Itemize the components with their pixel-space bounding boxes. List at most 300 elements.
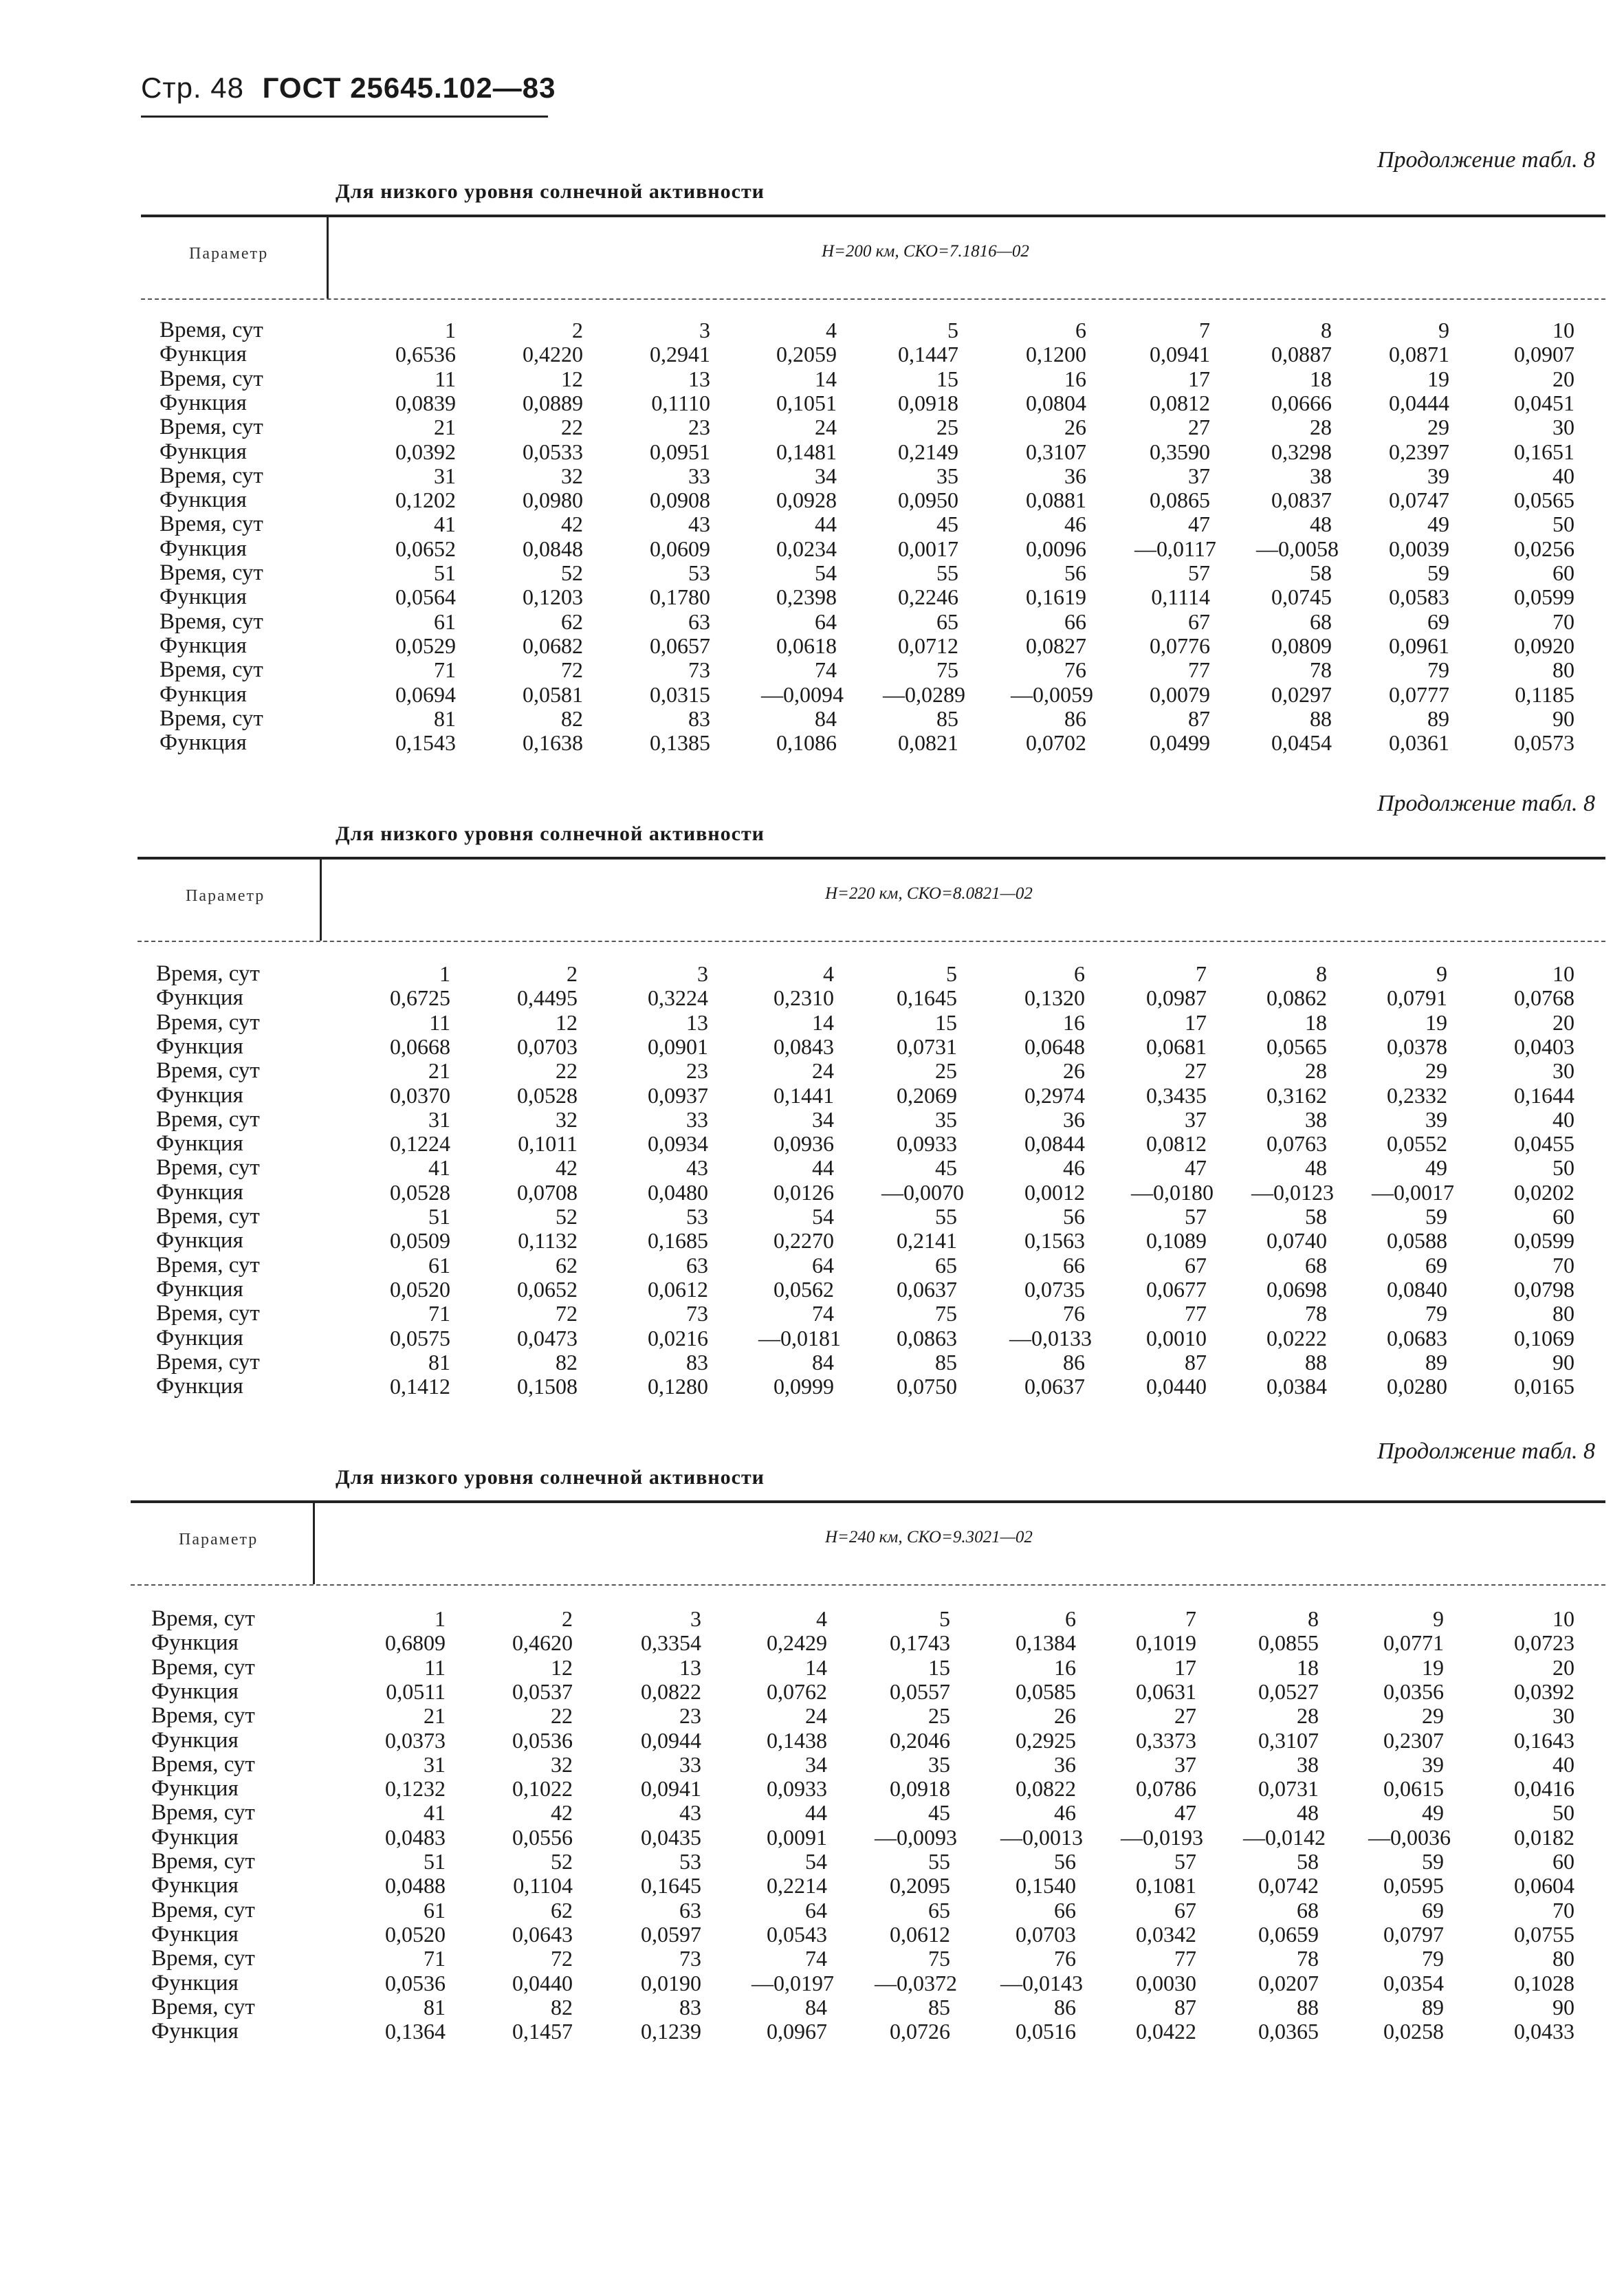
row-label: Время, сут xyxy=(156,1155,260,1181)
table-cell: 76 xyxy=(1064,657,1086,683)
table-cell: 0,2149 xyxy=(898,439,958,464)
table-cell: 0,0416 xyxy=(1514,1776,1574,1802)
table-cell: 47 xyxy=(1188,512,1210,537)
table-cell: 45 xyxy=(936,512,958,537)
row-label: Время, сут xyxy=(160,366,263,391)
row-label: Время, сут xyxy=(156,1009,260,1035)
table-cell: 71 xyxy=(424,1946,446,1971)
table-cell: 0,0536 xyxy=(512,1727,573,1753)
table-cell: 0,1543 xyxy=(395,730,456,756)
table-cell: 0,0488 xyxy=(385,1873,446,1898)
table-cell: 0,0564 xyxy=(395,584,456,610)
table-cell: 0,2095 xyxy=(890,1873,950,1898)
table-cell: 0,0837 xyxy=(1271,488,1332,513)
table-cell: 86 xyxy=(1063,1349,1085,1375)
row-label: Время, сут xyxy=(151,1654,255,1680)
table-cell: 0,0871 xyxy=(1389,342,1449,367)
row-label: Функция xyxy=(160,488,247,513)
table-cell: 67 xyxy=(1188,609,1210,634)
table-cell: 0,0516 xyxy=(1016,2019,1076,2044)
table-cell: 0,0702 xyxy=(1026,730,1086,756)
row-label: Функция xyxy=(151,1824,239,1850)
table-cell: 65 xyxy=(936,609,958,634)
table-cell: 58 xyxy=(1310,560,1332,585)
table-cell: 0,0433 xyxy=(1514,2019,1574,2044)
table-cell: 0,0618 xyxy=(776,633,837,658)
table-cell: 50 xyxy=(1552,1800,1574,1826)
table-cell: 58 xyxy=(1297,1849,1319,1874)
table-cell: 83 xyxy=(679,1994,701,2020)
table-cell: 0,3590 xyxy=(1150,439,1210,464)
table-cell: 54 xyxy=(812,1204,834,1229)
table-cell: 0,0776 xyxy=(1150,633,1210,658)
table-cell: 0,1447 xyxy=(898,342,958,367)
table-cell: 11 xyxy=(435,366,456,391)
table-cell: 89 xyxy=(1425,1349,1447,1375)
altitude-header: H=220 км, СКО=8.0821—02 xyxy=(825,884,1033,903)
table-cell: 33 xyxy=(688,463,710,488)
table-cell: 39 xyxy=(1422,1751,1444,1777)
table-cell: 0,1069 xyxy=(1514,1325,1574,1350)
table-cell: 0,0804 xyxy=(1026,390,1086,415)
table-cell: 0,0615 xyxy=(1383,1776,1444,1802)
table-cell: 74 xyxy=(812,1301,834,1326)
row-label: Функция xyxy=(160,439,247,464)
table-cell: 68 xyxy=(1305,1252,1327,1278)
table-cell: 4 xyxy=(816,1606,827,1631)
table-cell: 52 xyxy=(561,560,583,585)
table-cell: 0,2141 xyxy=(897,1228,957,1254)
table-cell: 0,0666 xyxy=(1271,390,1332,415)
table-cell: 43 xyxy=(679,1800,701,1826)
row-label: Время, сут xyxy=(156,1204,260,1229)
row-label: Время, сут xyxy=(151,1946,255,1971)
table-cell: —0,0372 xyxy=(875,1970,957,1995)
table-cell: 0,0222 xyxy=(1266,1325,1327,1350)
table-cell: 0,0599 xyxy=(1514,584,1574,610)
table-cell: 0,3373 xyxy=(1136,1727,1196,1753)
table-cell: 0,0356 xyxy=(1383,1678,1444,1704)
table-cell: 83 xyxy=(688,705,710,731)
table-cell: 0,0565 xyxy=(1266,1033,1327,1059)
table-cell: 52 xyxy=(551,1849,573,1874)
table-cell: 9 xyxy=(1436,961,1447,986)
table-cell: 88 xyxy=(1305,1349,1327,1375)
table-cell: 45 xyxy=(935,1155,957,1181)
table-cell: 82 xyxy=(561,705,583,731)
table-cell: 0,0745 xyxy=(1271,584,1332,610)
table-cell: 18 xyxy=(1297,1654,1319,1680)
table-cell: 16 xyxy=(1064,366,1086,391)
table-cell: 42 xyxy=(561,512,583,537)
row-label: Функция xyxy=(156,1325,243,1350)
table-cell: 69 xyxy=(1425,1252,1447,1278)
table-cell: 0,0941 xyxy=(1150,342,1210,367)
table-cell: 0,4620 xyxy=(512,1630,573,1656)
table-cell: 0,0822 xyxy=(1016,1776,1076,1802)
row-label: Функция xyxy=(160,390,247,415)
table-cell: 68 xyxy=(1310,609,1332,634)
table-cell: 0,1441 xyxy=(773,1082,834,1108)
table-cell: 0,0190 xyxy=(641,1970,701,1995)
table-cell: 0,0562 xyxy=(773,1276,834,1302)
table-cell: 13 xyxy=(679,1654,701,1680)
table-cell: 32 xyxy=(551,1751,573,1777)
row-label: Время, сут xyxy=(156,1106,260,1132)
table-cell: 0,0703 xyxy=(1016,1921,1076,1947)
table-cell: 43 xyxy=(688,512,710,537)
table-cell: 0,2059 xyxy=(776,342,837,367)
table-cell: 30 xyxy=(1552,1703,1574,1729)
table-cell: 60 xyxy=(1552,560,1574,585)
table-cell: 64 xyxy=(815,609,837,634)
table-cell: 0,1114 xyxy=(1151,584,1210,610)
table-cell: 0,0557 xyxy=(890,1678,950,1704)
table-cell: 0,1239 xyxy=(641,2019,701,2044)
row-label: Время, сут xyxy=(160,657,263,683)
table-cell: 0,0777 xyxy=(1389,681,1449,707)
table-cell: 8 xyxy=(1321,318,1332,342)
param-header: Параметр xyxy=(186,887,265,905)
table-cell: 78 xyxy=(1305,1301,1327,1326)
table-cell: —0,0059 xyxy=(1011,681,1093,707)
table-cell: 18 xyxy=(1310,366,1332,391)
table-cell: 0,0520 xyxy=(385,1921,446,1947)
table-cell: 7 xyxy=(1199,318,1210,342)
row-label: Функция xyxy=(156,1276,243,1302)
table-cell: 0,1086 xyxy=(776,730,837,756)
table-cell: 0,2398 xyxy=(776,584,837,610)
table-cell: 0,0740 xyxy=(1266,1228,1327,1254)
table-cell: 22 xyxy=(556,1058,578,1084)
table-cell: 37 xyxy=(1174,1751,1196,1777)
continuation-label: Продолжение табл. 8 xyxy=(1376,1438,1595,1464)
table-cell: 0,1200 xyxy=(1026,342,1086,367)
table-cell: 77 xyxy=(1188,657,1210,683)
table-cell: 0,0848 xyxy=(523,536,583,561)
table-cell: 56 xyxy=(1064,560,1086,585)
table-cell: 0,0951 xyxy=(650,439,710,464)
header-bottom-rule xyxy=(141,298,1605,300)
table-cell: 0,0863 xyxy=(897,1325,957,1350)
table-cell: 72 xyxy=(551,1946,573,1971)
table-cell: 12 xyxy=(561,366,583,391)
table-cell: 0,0889 xyxy=(523,390,583,415)
table-cell: 0,0202 xyxy=(1514,1179,1574,1205)
table-cell: 0,0012 xyxy=(1024,1179,1085,1205)
table-cell: 0,0597 xyxy=(641,1921,701,1947)
table-cell: —0,0117 xyxy=(1134,536,1216,561)
table-cell: 27 xyxy=(1185,1058,1207,1084)
table-cell: 0,6536 xyxy=(395,342,456,367)
table-cell: 59 xyxy=(1427,560,1449,585)
row-label: Время, сут xyxy=(156,1349,260,1375)
table-cell: —0,0093 xyxy=(875,1824,957,1850)
table-cell: 29 xyxy=(1425,1058,1447,1084)
table-cell: 49 xyxy=(1422,1800,1444,1826)
table-cell: 0,0839 xyxy=(395,390,456,415)
table-cell: 0,0373 xyxy=(385,1727,446,1753)
row-label: Время, сут xyxy=(160,415,263,440)
table-cell: 28 xyxy=(1305,1058,1327,1084)
row-label: Время, сут xyxy=(151,1751,255,1777)
row-label: Время, сут xyxy=(160,318,263,342)
table-cell: 77 xyxy=(1174,1946,1196,1971)
table-cell: 66 xyxy=(1063,1252,1085,1278)
table-cell: 0,0354 xyxy=(1383,1970,1444,1995)
table-cell: 0,0520 xyxy=(390,1276,450,1302)
table-cell: 0,0612 xyxy=(890,1921,950,1947)
table-cell: 23 xyxy=(688,415,710,440)
table-cell: 14 xyxy=(812,1009,834,1035)
table-cell: 74 xyxy=(815,657,837,683)
table-cell: 65 xyxy=(935,1252,957,1278)
table-cell: 7 xyxy=(1196,961,1207,986)
table-cell: 0,0315 xyxy=(650,681,710,707)
row-label: Функция xyxy=(156,1228,243,1254)
table-cell: 0,0887 xyxy=(1271,342,1332,367)
table-cell: 12 xyxy=(551,1654,573,1680)
table-cell: 0,1028 xyxy=(1514,1970,1574,1995)
table-cell: 0,1645 xyxy=(641,1873,701,1898)
table-cell: 3 xyxy=(697,961,708,986)
continuation-label: Продолжение табл. 8 xyxy=(1376,147,1595,173)
table-cell: 33 xyxy=(679,1751,701,1777)
table-cell: 0,0536 xyxy=(385,1970,446,1995)
table-cell: 0,0392 xyxy=(1514,1678,1574,1704)
table-cell: 0,2069 xyxy=(897,1082,957,1108)
table-cell: 34 xyxy=(815,463,837,488)
table-cell: 55 xyxy=(936,560,958,585)
row-label: Время, сут xyxy=(160,705,263,731)
table-cell: 0,0039 xyxy=(1389,536,1449,561)
table-cell: 73 xyxy=(688,657,710,683)
row-label: Время, сут xyxy=(151,1849,255,1874)
table-cell: 6 xyxy=(1075,318,1086,342)
table-cell: 38 xyxy=(1297,1751,1319,1777)
table-cell: 66 xyxy=(1054,1897,1076,1923)
page-header xyxy=(141,72,556,105)
table-cell: 59 xyxy=(1422,1849,1444,1874)
table-cell: 0,0165 xyxy=(1514,1374,1574,1399)
table-cell: 0,0937 xyxy=(648,1082,708,1108)
table-cell: 11 xyxy=(429,1009,450,1035)
table-cell: 0,0928 xyxy=(776,488,837,513)
table-cell: 83 xyxy=(686,1349,708,1375)
table-cell: 0,0091 xyxy=(767,1824,827,1850)
table-cell: 0,0682 xyxy=(523,633,583,658)
table-cell: 0,0797 xyxy=(1383,1921,1444,1947)
table-cell: 1 xyxy=(439,961,450,986)
table-cell: 28 xyxy=(1297,1703,1319,1729)
table-cell: 79 xyxy=(1425,1301,1447,1326)
table-cell: 0,0908 xyxy=(650,488,710,513)
section-title: Для низкого уровня солнечной активности xyxy=(336,180,765,203)
table-cell: 0,2397 xyxy=(1389,439,1449,464)
row-label: Время, сут xyxy=(156,1252,260,1278)
table-cell: 53 xyxy=(679,1849,701,1874)
table-cell: 62 xyxy=(561,609,583,634)
table-cell: 0,0440 xyxy=(1146,1374,1207,1399)
table-cell: 0,0694 xyxy=(395,681,456,707)
table-cell: 36 xyxy=(1063,1106,1085,1132)
table-cell: 60 xyxy=(1552,1849,1574,1874)
table-cell: 0,0731 xyxy=(897,1033,957,1059)
table-cell: 10 xyxy=(1552,318,1574,342)
table-cell: 24 xyxy=(815,415,837,440)
table-cell: 0,0648 xyxy=(1024,1033,1085,1059)
row-label: Функция xyxy=(156,1033,243,1059)
table-cell: 0,3298 xyxy=(1271,439,1332,464)
row-label: Время, сут xyxy=(156,1301,260,1326)
table-cell: 9 xyxy=(1438,318,1449,342)
table-cell: 0,0821 xyxy=(898,730,958,756)
row-label: Функция xyxy=(156,1179,243,1205)
table-cell: 64 xyxy=(805,1897,827,1923)
table-cell: 54 xyxy=(815,560,837,585)
table-cell: 61 xyxy=(424,1897,446,1923)
table-cell: 0,0552 xyxy=(1387,1131,1447,1157)
row-label: Время, сут xyxy=(151,1800,255,1826)
table-cell: 35 xyxy=(935,1106,957,1132)
table-cell: 51 xyxy=(424,1849,446,1874)
table-cell: 0,0731 xyxy=(1258,1776,1319,1802)
table-cell: 48 xyxy=(1297,1800,1319,1826)
table-cell: 59 xyxy=(1425,1204,1447,1229)
table-cell: 23 xyxy=(679,1703,701,1729)
table-cell: 0,0771 xyxy=(1383,1630,1444,1656)
table-cell: 0,0918 xyxy=(898,390,958,415)
table-cell: 0,2310 xyxy=(773,985,834,1011)
table-cell: 80 xyxy=(1552,657,1574,683)
table-cell: 0,0361 xyxy=(1389,730,1449,756)
table-cell: 0,0683 xyxy=(1387,1325,1447,1350)
table-cell: 0,2246 xyxy=(898,584,958,610)
table-cell: 0,0637 xyxy=(1024,1374,1085,1399)
table-cell: 0,0933 xyxy=(897,1131,957,1157)
table-cell: 0,6725 xyxy=(390,985,450,1011)
row-label: Время, сут xyxy=(160,512,263,537)
table-cell: 56 xyxy=(1054,1849,1076,1874)
table-cell: 19 xyxy=(1425,1009,1447,1035)
table-cell: 0,3435 xyxy=(1146,1082,1207,1108)
table-cell: 40 xyxy=(1552,1751,1574,1777)
table-cell: 0,0812 xyxy=(1146,1131,1207,1157)
row-label: Функция xyxy=(151,1630,239,1656)
table-cell: —0,0289 xyxy=(883,681,965,707)
table-cell: 48 xyxy=(1310,512,1332,537)
header-divider xyxy=(313,1503,315,1584)
table-cell: 0,3107 xyxy=(1258,1727,1319,1753)
table-cell: 31 xyxy=(434,463,456,488)
table-cell: 42 xyxy=(556,1155,578,1181)
table-cell: 53 xyxy=(688,560,710,585)
table-cell: 76 xyxy=(1063,1301,1085,1326)
table-cell: 0,0708 xyxy=(517,1179,578,1205)
table-header xyxy=(141,215,1605,298)
table-cell: 0,0365 xyxy=(1258,2019,1319,2044)
table-cell: 0,2046 xyxy=(890,1727,950,1753)
table-cell: 81 xyxy=(428,1349,450,1375)
table-cell: 0,1320 xyxy=(1024,985,1085,1011)
table-cell: 0,1224 xyxy=(390,1131,450,1157)
table-cell: 0,0556 xyxy=(512,1824,573,1850)
table-cell: —0,0181 xyxy=(758,1325,841,1350)
table-cell: 58 xyxy=(1305,1204,1327,1229)
table-cell: 27 xyxy=(1188,415,1210,440)
table-cell: 0,0920 xyxy=(1514,633,1574,658)
table-cell: 0,0422 xyxy=(1136,2019,1196,2044)
table-cell: 0,0588 xyxy=(1387,1228,1447,1254)
table-cell: 28 xyxy=(1310,415,1332,440)
table-cell: 17 xyxy=(1185,1009,1207,1035)
table-cell: 80 xyxy=(1552,1301,1574,1326)
table-cell: 0,0528 xyxy=(390,1179,450,1205)
table-cell: —0,0017 xyxy=(1372,1179,1454,1205)
table-header xyxy=(138,857,1605,941)
table-cell: 0,1643 xyxy=(1514,1727,1574,1753)
table-cell: 70 xyxy=(1552,1897,1574,1923)
table-cell: 67 xyxy=(1174,1897,1196,1923)
table-cell: 31 xyxy=(424,1751,446,1777)
table-cell: 0,0370 xyxy=(390,1082,450,1108)
table-cell: 0,1203 xyxy=(523,584,583,610)
table-cell: 50 xyxy=(1552,1155,1574,1181)
table-cell: 71 xyxy=(428,1301,450,1326)
table-cell: 55 xyxy=(935,1204,957,1229)
table-cell: 3 xyxy=(699,318,710,342)
row-label: Время, сут xyxy=(160,463,263,488)
table-cell: 0,0763 xyxy=(1266,1131,1327,1157)
param-header: Параметр xyxy=(179,1531,259,1549)
table-cell: 17 xyxy=(1188,366,1210,391)
table-cell: 0,0657 xyxy=(650,633,710,658)
row-label: Время, сут xyxy=(160,609,263,634)
table-cell: 62 xyxy=(551,1897,573,1923)
table-cell: 74 xyxy=(805,1946,827,1971)
table-cell: 0,0881 xyxy=(1026,488,1086,513)
table-cell: —0,0197 xyxy=(751,1970,834,1995)
table-cell: 0,0843 xyxy=(773,1033,834,1059)
table-cell: 76 xyxy=(1054,1946,1076,1971)
table-cell: 24 xyxy=(805,1703,827,1729)
table-cell: 10 xyxy=(1552,961,1574,986)
table-cell: 0,0999 xyxy=(773,1374,834,1399)
table-cell: 15 xyxy=(936,366,958,391)
table-cell: 0,1019 xyxy=(1136,1630,1196,1656)
table-cell: 8 xyxy=(1308,1606,1319,1631)
table-cell: 31 xyxy=(428,1106,450,1132)
table-cell: 69 xyxy=(1422,1897,1444,1923)
table-cell: 0,0010 xyxy=(1146,1325,1207,1350)
table-cell: 69 xyxy=(1427,609,1449,634)
table-cell: 48 xyxy=(1305,1155,1327,1181)
table-cell: 26 xyxy=(1054,1703,1076,1729)
table-cell: 0,0583 xyxy=(1389,584,1449,610)
row-label: Функция xyxy=(160,730,247,756)
table-cell: 0,2429 xyxy=(767,1630,827,1656)
table-cell: —0,0143 xyxy=(1000,1970,1083,1995)
table-cell: 0,6809 xyxy=(385,1630,446,1656)
table-cell: 9 xyxy=(1433,1606,1444,1631)
table-cell: 0,1780 xyxy=(650,584,710,610)
table-cell: 39 xyxy=(1427,463,1449,488)
table-cell: 40 xyxy=(1552,1106,1574,1132)
table-cell: 47 xyxy=(1174,1800,1196,1826)
table-cell: 50 xyxy=(1552,512,1574,537)
table-cell: 0,1645 xyxy=(897,985,957,1011)
table-cell: 0,0573 xyxy=(1514,730,1574,756)
